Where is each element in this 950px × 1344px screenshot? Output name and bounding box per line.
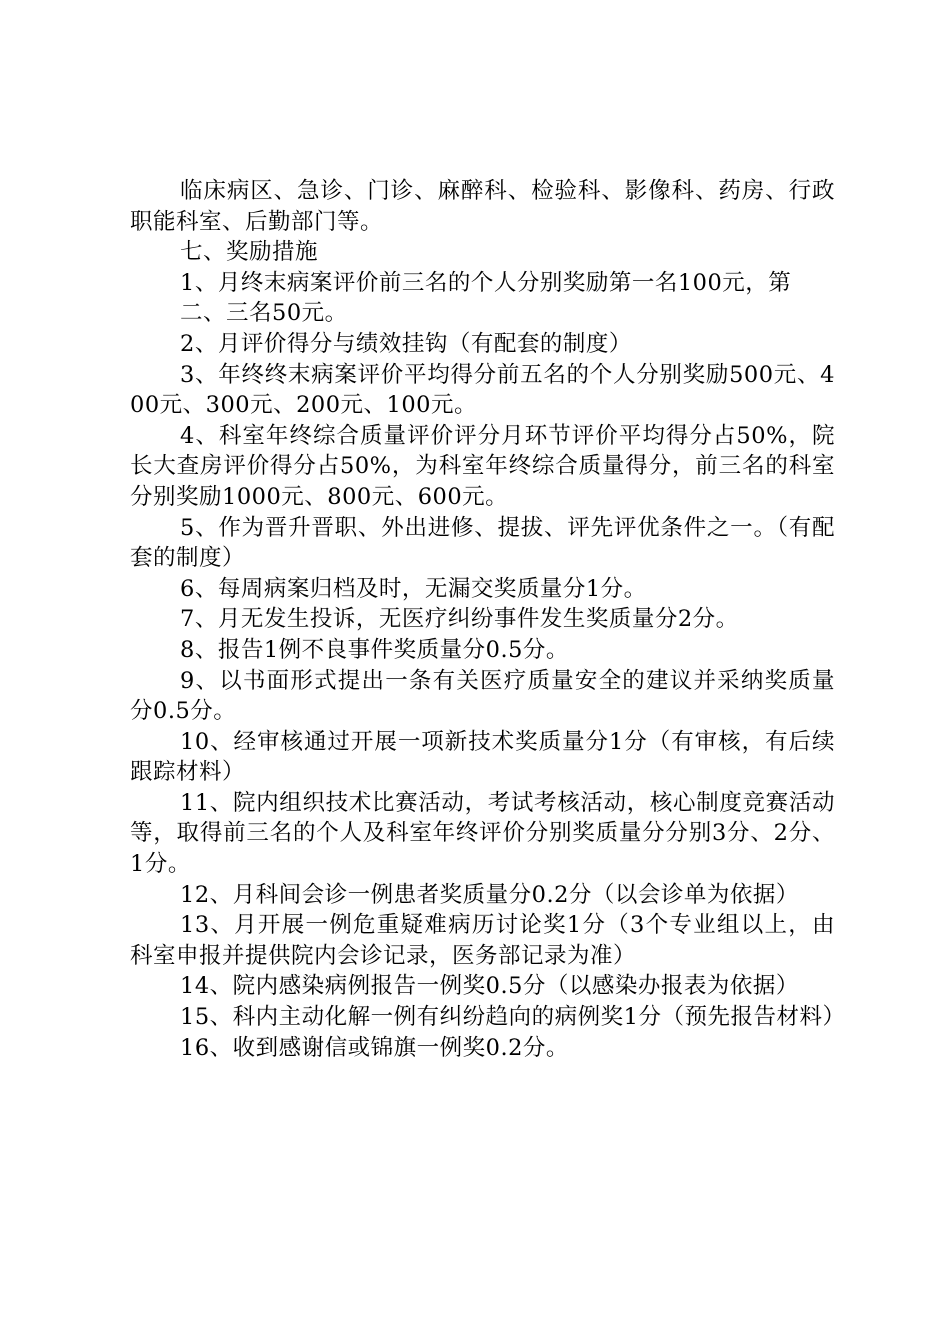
paragraph-departments: 临床病区、急诊、门诊、麻醉科、检验科、影像科、药房、行政职能科室、后勤部门等。 <box>130 178 835 235</box>
reward-item-3: 3、年终终末病案评价平均得分前五名的个人分别奖励500元、400元、300元、200元、100元。 <box>130 361 835 419</box>
document-body <box>130 176 846 1063</box>
reward-item-14: 14、院内感染病例报告一例奖0.5分（以感染办报表为依据） <box>180 973 799 1000</box>
reward-item-2: 2、月评价得分与绩效挂钩（有配套的制度） <box>180 330 632 357</box>
reward-item-8: 8、报告1例不良事件奖质量分0.5分。 <box>180 636 569 663</box>
reward-item-12: 12、月科间会诊一例患者奖质量分0.2分（以会诊单为依据） <box>180 881 799 908</box>
section-heading-rewards: 七、奖励措施 <box>180 239 319 266</box>
reward-item-5: 5、作为晋升晋职、外出进修、提拔、评先评优条件之一。（有配套的制度） <box>130 514 835 572</box>
reward-item-9: 9、以书面形式提出一条有关医疗质量安全的建议并采纳奖质量分0.5分。 <box>130 667 835 725</box>
reward-item-10: 10、经审核通过开展一项新技术奖质量分1分（有审核，有后续跟踪材料） <box>130 728 835 786</box>
reward-item-4: 4、科室年终综合质量评价评分月环节评价平均得分占50%，院长大查房评价得分占50%，为科室年终综合质量得分，前三名的科室分别奖励1000元、800元、600元。 <box>130 422 835 510</box>
reward-item-11: 11、院内组织技术比赛活动，考试考核活动，核心制度竞赛活动等，取得前三名的个人及科室年终评价分别奖质量分分别3分、2分、1分。 <box>130 789 835 878</box>
reward-item-15: 15、科内主动化解一例有纠纷趋向的病例奖1分（预先报告材料） <box>180 1004 846 1031</box>
reward-item-7: 7、月无发生投诉，无医疗纠纷事件发生奖质量分2分。 <box>180 606 739 633</box>
reward-item-1-continued: 二、三名50元。 <box>180 300 348 327</box>
reward-item-6: 6、每周病案归档及时，无漏交奖质量分1分。 <box>180 575 647 602</box>
reward-item-13: 13、月开展一例危重疑难病历讨论奖1分（3个专业组以上，由科室申报并提供院内会诊记录，医务部记录为准） <box>130 912 835 969</box>
reward-item-16: 16、收到感谢信或锦旗一例奖0.2分。 <box>180 1034 569 1061</box>
reward-item-1: 1、月终末病案评价前三名的个人分别奖励第一名100元，第 <box>180 269 792 296</box>
